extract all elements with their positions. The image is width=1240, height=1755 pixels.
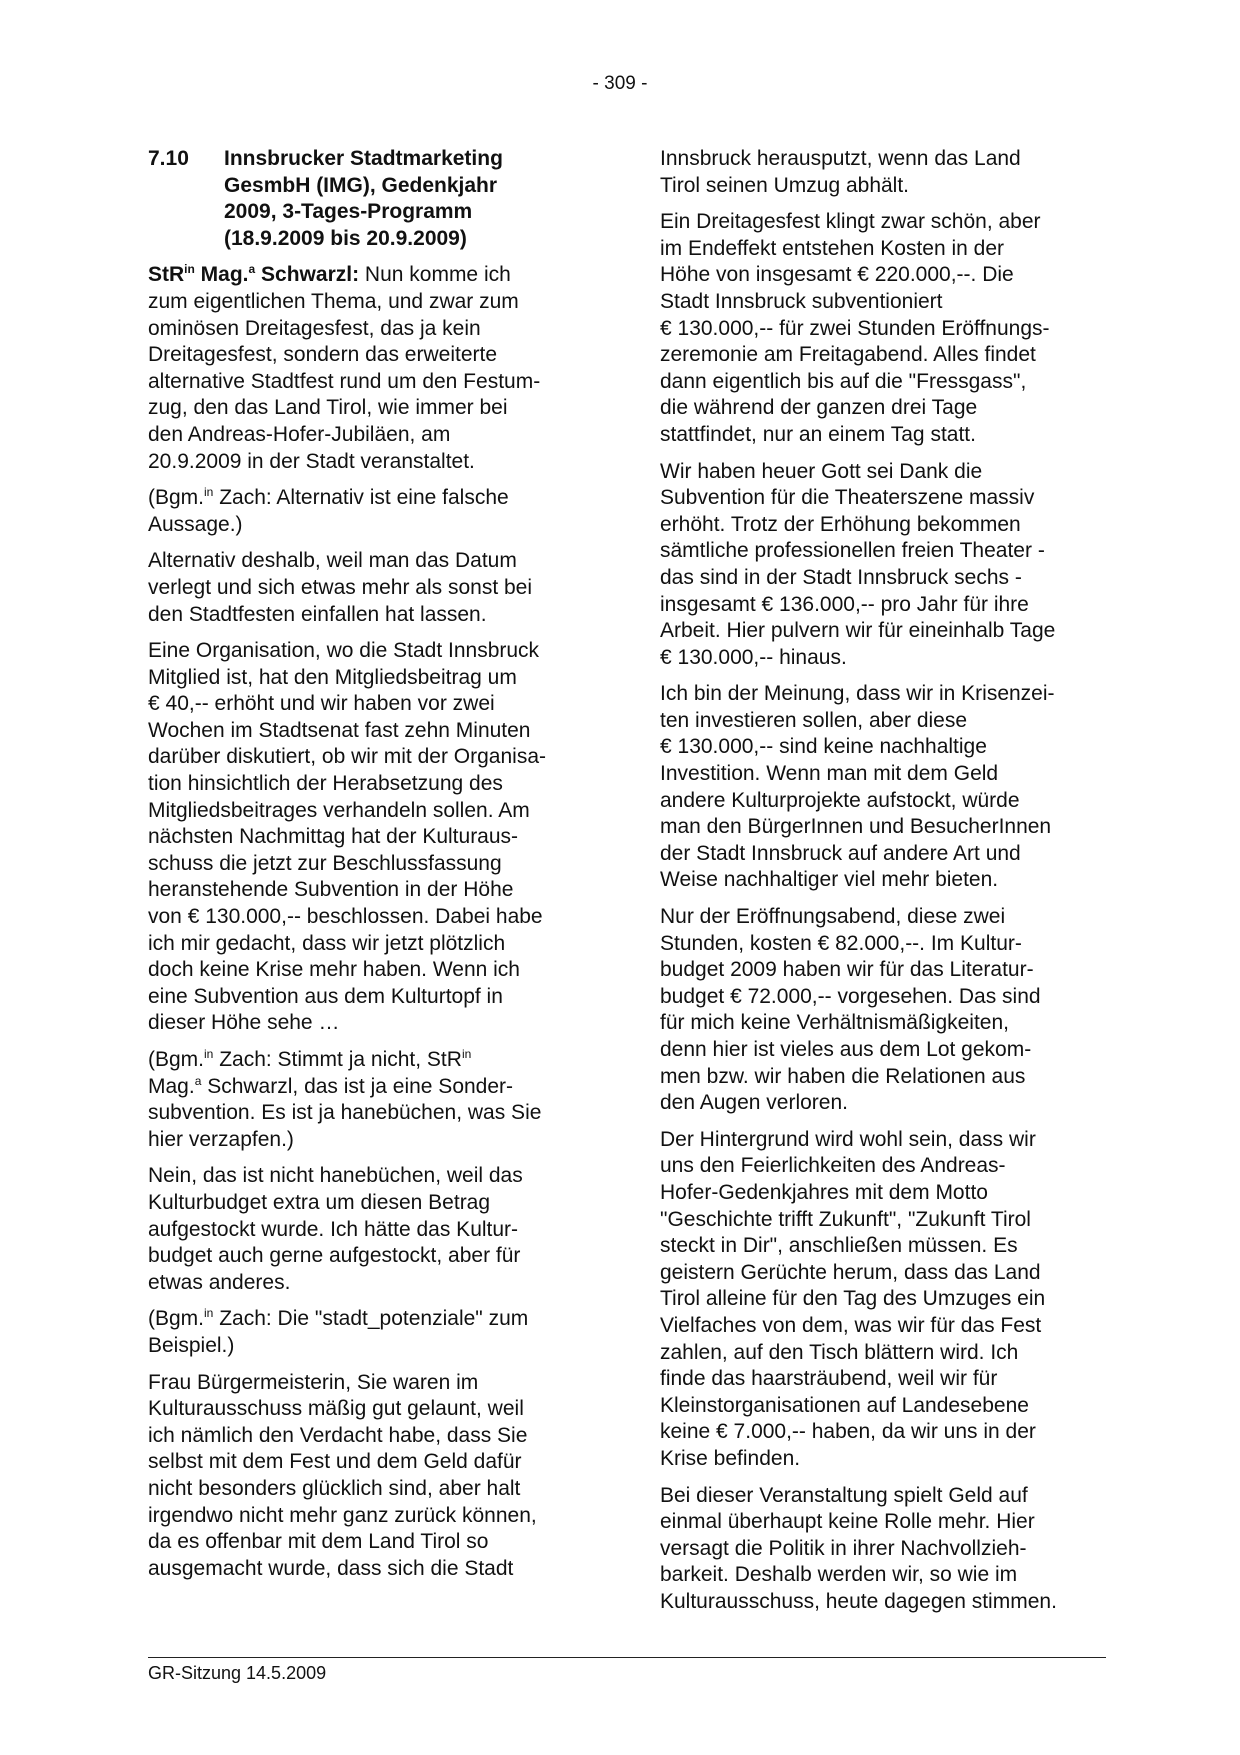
paragraph-line: Aussage.): [148, 512, 243, 536]
paragraph-line: den Andreas-Hofer-Jubiläen, am: [148, 422, 451, 446]
paragraph-line: ich nämlich den Verdacht habe, dass Sie: [148, 1423, 528, 1447]
paragraph-line: Mitglied ist, hat den Mitgliedsbeitrag um: [148, 665, 517, 689]
paragraph-line: Nur der Eröffnungsabend, diese zwei: [660, 905, 1006, 929]
paragraph-line: uns den Feierlichkeiten des Andreas-: [660, 1154, 1006, 1178]
paragraph-nein: [148, 1163, 593, 1296]
paragraph-line: Alternativ deshalb, weil man das Datum: [148, 549, 517, 573]
paragraph-line: Wir haben heuer Gott sei Dank die: [660, 459, 983, 483]
paragraph-line: Investition. Wenn man mit dem Geld: [660, 762, 999, 786]
paragraph-line: 20.9.2009 in der Stadt veranstaltet.: [148, 449, 475, 473]
paragraph-line: [148, 262, 593, 289]
paragraph-line: dann eigentlich bis auf die "Fressgass",: [660, 369, 1027, 393]
paragraph-line: erhöht. Trotz der Erhöhung bekommen: [660, 512, 1021, 536]
section-heading: [148, 146, 593, 252]
paragraph-line: Innsbruck herausputzt, wenn das Land: [660, 147, 1021, 170]
superscript: in: [204, 1047, 214, 1061]
paragraph-line: budget auch gerne aufgestockt, aber für: [148, 1244, 521, 1268]
paragraph-line: denn hier ist vieles aus dem Lot gekom-: [660, 1038, 1032, 1061]
paragraph-line: € 130.000,-- sind keine nachhaltige: [660, 735, 987, 759]
interjection-prefix: (Bgm.: [148, 1048, 205, 1071]
paragraph-innsbruck: [660, 146, 1105, 199]
paragraph-line: da es offenbar mit dem Land Tirol so: [148, 1530, 489, 1554]
paragraph-line: Vielfaches von dem, was wir für das Fest: [660, 1313, 1042, 1337]
paragraph-line: zug, den das Land Tirol, wie immer bei: [148, 396, 508, 420]
paragraph-line: heranstehende Subvention in der Höhe: [148, 878, 514, 902]
paragraph-line: der Stadt Innsbruck auf andere Art und: [660, 841, 1021, 865]
paragraph-line: Stunden, kosten € 82.000,--. Im Kultur-: [660, 931, 1022, 955]
paragraph-line: finde das haarsträubend, weil wir für: [660, 1367, 998, 1391]
paragraph-line: [148, 1074, 593, 1101]
paragraph-line: einmal überhaupt keine Rolle mehr. Hier: [660, 1510, 1035, 1534]
paragraph-line: von € 130.000,-- beschlossen. Dabei habe: [148, 905, 543, 929]
section-number: 7.10: [148, 147, 189, 170]
paragraph-line: [148, 1306, 593, 1333]
paragraph-line: Kulturausschuss mäßig gut gelaunt, weil: [148, 1397, 524, 1421]
paragraph-line: Ein Dreitagesfest klingt zwar schön, aber: [660, 210, 1041, 234]
paragraph-line: Weise nachhaltiger viel mehr bieten.: [660, 868, 999, 892]
paragraph-line: Dreitagesfest, sondern das erweiterte: [148, 343, 498, 367]
interjection-zach-2: [148, 1047, 593, 1153]
paragraph-line: Kleinstorganisationen auf Landesebene: [660, 1393, 1029, 1417]
paragraph-line: budget € 72.000,-- vorgesehen. Das sind: [660, 984, 1041, 1008]
paragraph-meinung: [660, 681, 1105, 894]
paragraph-line: doch keine Krise mehr haben. Wenn ich: [148, 958, 520, 982]
paragraph-line: Mitgliedsbeitrages verhandeln sollen. Am: [148, 798, 530, 822]
paragraph-line: Wochen im Stadtsenat fast zehn Minuten: [148, 718, 531, 742]
paragraph-line: Frau Bürgermeisterin, Sie waren im: [148, 1370, 479, 1394]
paragraph-line: [148, 485, 593, 512]
paragraph-line: selbst mit dem Fest und dem Geld dafür: [148, 1450, 522, 1474]
left-column: [148, 146, 593, 1592]
paragraph-line: sämtliche professionellen freien Theater -: [660, 539, 1045, 563]
paragraph-line: Eine Organisation, wo die Stadt Innsbruck: [148, 639, 540, 663]
footer-text: GR-Sitzung 14.5.2009: [148, 1663, 327, 1683]
paragraph-line: "Geschichte trifft Zukunft", "Zukunft Tirol: [660, 1207, 1031, 1231]
paragraph-line: Stadt Innsbruck subventioniert: [660, 289, 943, 313]
interjection-text: Zach: Alternativ ist eine falsche: [213, 486, 509, 510]
paragraph-line: [148, 1047, 593, 1074]
superscript: in: [461, 1047, 472, 1061]
section-title-line: GesmbH (IMG), Gedenkjahr: [224, 173, 498, 197]
paragraph-line: darüber diskutiert, ob wir mit der Organisa-: [148, 745, 546, 769]
paragraph-line: Subvention für die Theaterszene massiv: [660, 486, 1035, 510]
superscript: in: [204, 1306, 214, 1321]
interjection-prefix: (Bgm.: [148, 1307, 205, 1331]
paragraph-line: hier verzapfen.): [148, 1127, 294, 1151]
paragraph-line: zum eigentlichen Thema, und zwar zum: [148, 289, 519, 313]
section-title: [224, 146, 503, 252]
paragraph-line: Höhe von insgesamt € 220.000,--. Die: [660, 263, 1014, 287]
paragraph-eroeffnungsabend: [660, 904, 1105, 1117]
paragraph-line: barkeit. Deshalb werden wir, so wie im: [660, 1563, 1018, 1587]
paragraph-line: subvention. Es ist ja hanebüchen, was Sie: [148, 1101, 542, 1125]
paragraph-frau-buergermeisterin: [148, 1370, 593, 1583]
superscript: in: [204, 485, 214, 500]
paragraph-line: Beispiel.): [148, 1333, 235, 1357]
paragraph-line: andere Kulturprojekte aufstockt, würde: [660, 788, 1020, 812]
section-title-line: (18.9.2009 bis 20.9.2009): [224, 226, 467, 250]
paragraph-line: zeremonie am Freitagabend. Alles findet: [660, 343, 1036, 367]
superscript: a: [194, 1073, 202, 1088]
paragraph-line: alternative Stadtfest rund um den Festum-: [148, 369, 541, 393]
paragraph-line: ausgemacht wurde, dass sich die Stadt: [148, 1556, 514, 1580]
paragraph-line: € 40,-- erhöht und wir haben vor zwei: [148, 692, 495, 716]
footer-divider: [148, 1657, 1106, 1658]
superscript: in: [184, 262, 195, 277]
paragraph-veranstaltung: [660, 1483, 1105, 1616]
paragraph-line: verlegt und sich etwas mehr als sonst bei: [148, 575, 533, 599]
speaker-title: Mag.: [194, 263, 249, 287]
paragraph-line: Arbeit. Hier pulvern wir für eineinhalb Tage: [660, 619, 1056, 643]
paragraph-line: Tirol seinen Umzug abhält.: [660, 173, 910, 197]
paragraph-line: irgendwo nicht mehr ganz zurück können,: [148, 1503, 537, 1527]
paragraph-line: zahlen, auf den Tisch blättern wird. Ich: [660, 1340, 1019, 1364]
paragraph-line: Krise befinden.: [660, 1446, 801, 1470]
paragraph-line: Tirol alleine für den Tag des Umzuges ein: [660, 1287, 1046, 1311]
paragraph-line: nächsten Nachmittag hat der Kulturaus-: [148, 825, 519, 849]
paragraph-line: ten investieren sollen, aber diese: [660, 708, 968, 732]
speaker-surname: Schwarzl:: [255, 263, 360, 287]
interjection-zach-1: [148, 485, 593, 538]
paragraph-alternativ: [148, 548, 593, 628]
paragraph-line: schuss die jetzt zur Beschlussfassung: [148, 851, 502, 875]
interjection-text: Mag.: [148, 1074, 195, 1098]
paragraph-line: steckt in Dir", anschließen müssen. Es: [660, 1234, 1018, 1258]
paragraph-line: Bei dieser Veranstaltung spielt Geld auf: [660, 1483, 1028, 1507]
paragraph-line: tion hinsichtlich der Herabsetzung des: [148, 772, 503, 796]
paragraph-line: den Stadtfesten einfallen hat lassen.: [148, 602, 487, 626]
paragraph-line: ominösen Dreitagesfest, das ja kein: [148, 316, 481, 340]
paragraph-line: versagt die Politik in ihrer Nachvollzieh-: [660, 1536, 1027, 1560]
interjection-text: Schwarzl, das ist ja eine Sonder-: [201, 1074, 514, 1098]
paragraph-theater: [660, 459, 1105, 672]
paragraph-line: den Augen verloren.: [660, 1091, 848, 1115]
section-title-line: 2009, 3-Tages-Programm: [224, 200, 473, 224]
paragraph-line: etwas anderes.: [148, 1270, 291, 1294]
paragraph-line: budget 2009 haben wir für das Literatur-: [660, 958, 1034, 982]
paragraph-line: insgesamt € 136.000,-- pro Jahr für ihre: [660, 592, 1029, 616]
page-number: - 309 -: [592, 73, 648, 94]
paragraph-line: im Endeffekt entstehen Kosten in der: [660, 236, 1004, 260]
interjection-text: Zach: Stimmt ja nicht, StR: [213, 1048, 462, 1071]
paragraph-line: für mich keine Verhältnismäßigkeiten,: [660, 1011, 1009, 1035]
paragraph-line: eine Subvention aus dem Kulturtopf in: [148, 984, 503, 1008]
paragraph-line: ich mir gedacht, dass wir jetzt plötzlich: [148, 931, 506, 955]
paragraph-line: € 130.000,-- hinaus.: [660, 645, 847, 669]
paragraph-line: Nein, das ist nicht hanebüchen, weil das: [148, 1164, 523, 1188]
paragraph-line: € 130.000,-- für zwei Stunden Eröffnungs-: [660, 316, 1050, 340]
paragraph-line: Kulturausschuss, heute dagegen stimmen.: [660, 1589, 1057, 1613]
paragraph-line: die während der ganzen drei Tage: [660, 396, 978, 420]
right-column: [660, 146, 1105, 1625]
paragraph-line: das sind in der Stadt Innsbruck sechs -: [660, 565, 1022, 589]
section-title-line: Innsbrucker Stadtmarketing: [224, 147, 503, 170]
paragraph-hintergrund: [660, 1127, 1105, 1473]
interjection-text: Zach: Die "stadt_potenziale" zum: [213, 1307, 529, 1331]
paragraph-line: Kulturbudget extra um diesen Betrag: [148, 1190, 491, 1214]
superscript: a: [248, 262, 256, 277]
paragraph-line: nicht besonders glücklich sind, aber halt: [148, 1476, 521, 1500]
paragraph-line: Der Hintergrund wird wohl sein, dass wir: [660, 1127, 1036, 1151]
speech-text: Nun komme ich: [359, 263, 511, 287]
paragraph-line: geistern Gerüchte herum, dass das Land: [660, 1260, 1041, 1284]
paragraph-line: dieser Höhe sehe …: [148, 1011, 340, 1035]
paragraph-dreitagesfest: [660, 209, 1105, 448]
interjection-prefix: (Bgm.: [148, 486, 205, 510]
paragraph-line: Ich bin der Meinung, dass wir in Krisenzei-: [660, 682, 1055, 706]
paragraph-line: aufgestockt wurde. Ich hätte das Kultur-: [148, 1217, 519, 1241]
paragraph-line: man den BürgerInnen und BesucherInnen: [660, 815, 1052, 839]
paragraph-organisation: [148, 638, 593, 1037]
paragraph-line: keine € 7.000,-- haben, da wir uns in der: [660, 1420, 1036, 1444]
paragraph-line: stattfindet, nur an einem Tag statt.: [660, 422, 976, 446]
interjection-zach-3: [148, 1306, 593, 1359]
speaker-name: StR: [148, 263, 185, 287]
paragraph-line: men bzw. wir haben die Relationen aus: [660, 1064, 1026, 1088]
paragraph-line: Hofer-Gedenkjahres mit dem Motto: [660, 1180, 988, 1204]
speech-schwarzl: [148, 262, 593, 475]
